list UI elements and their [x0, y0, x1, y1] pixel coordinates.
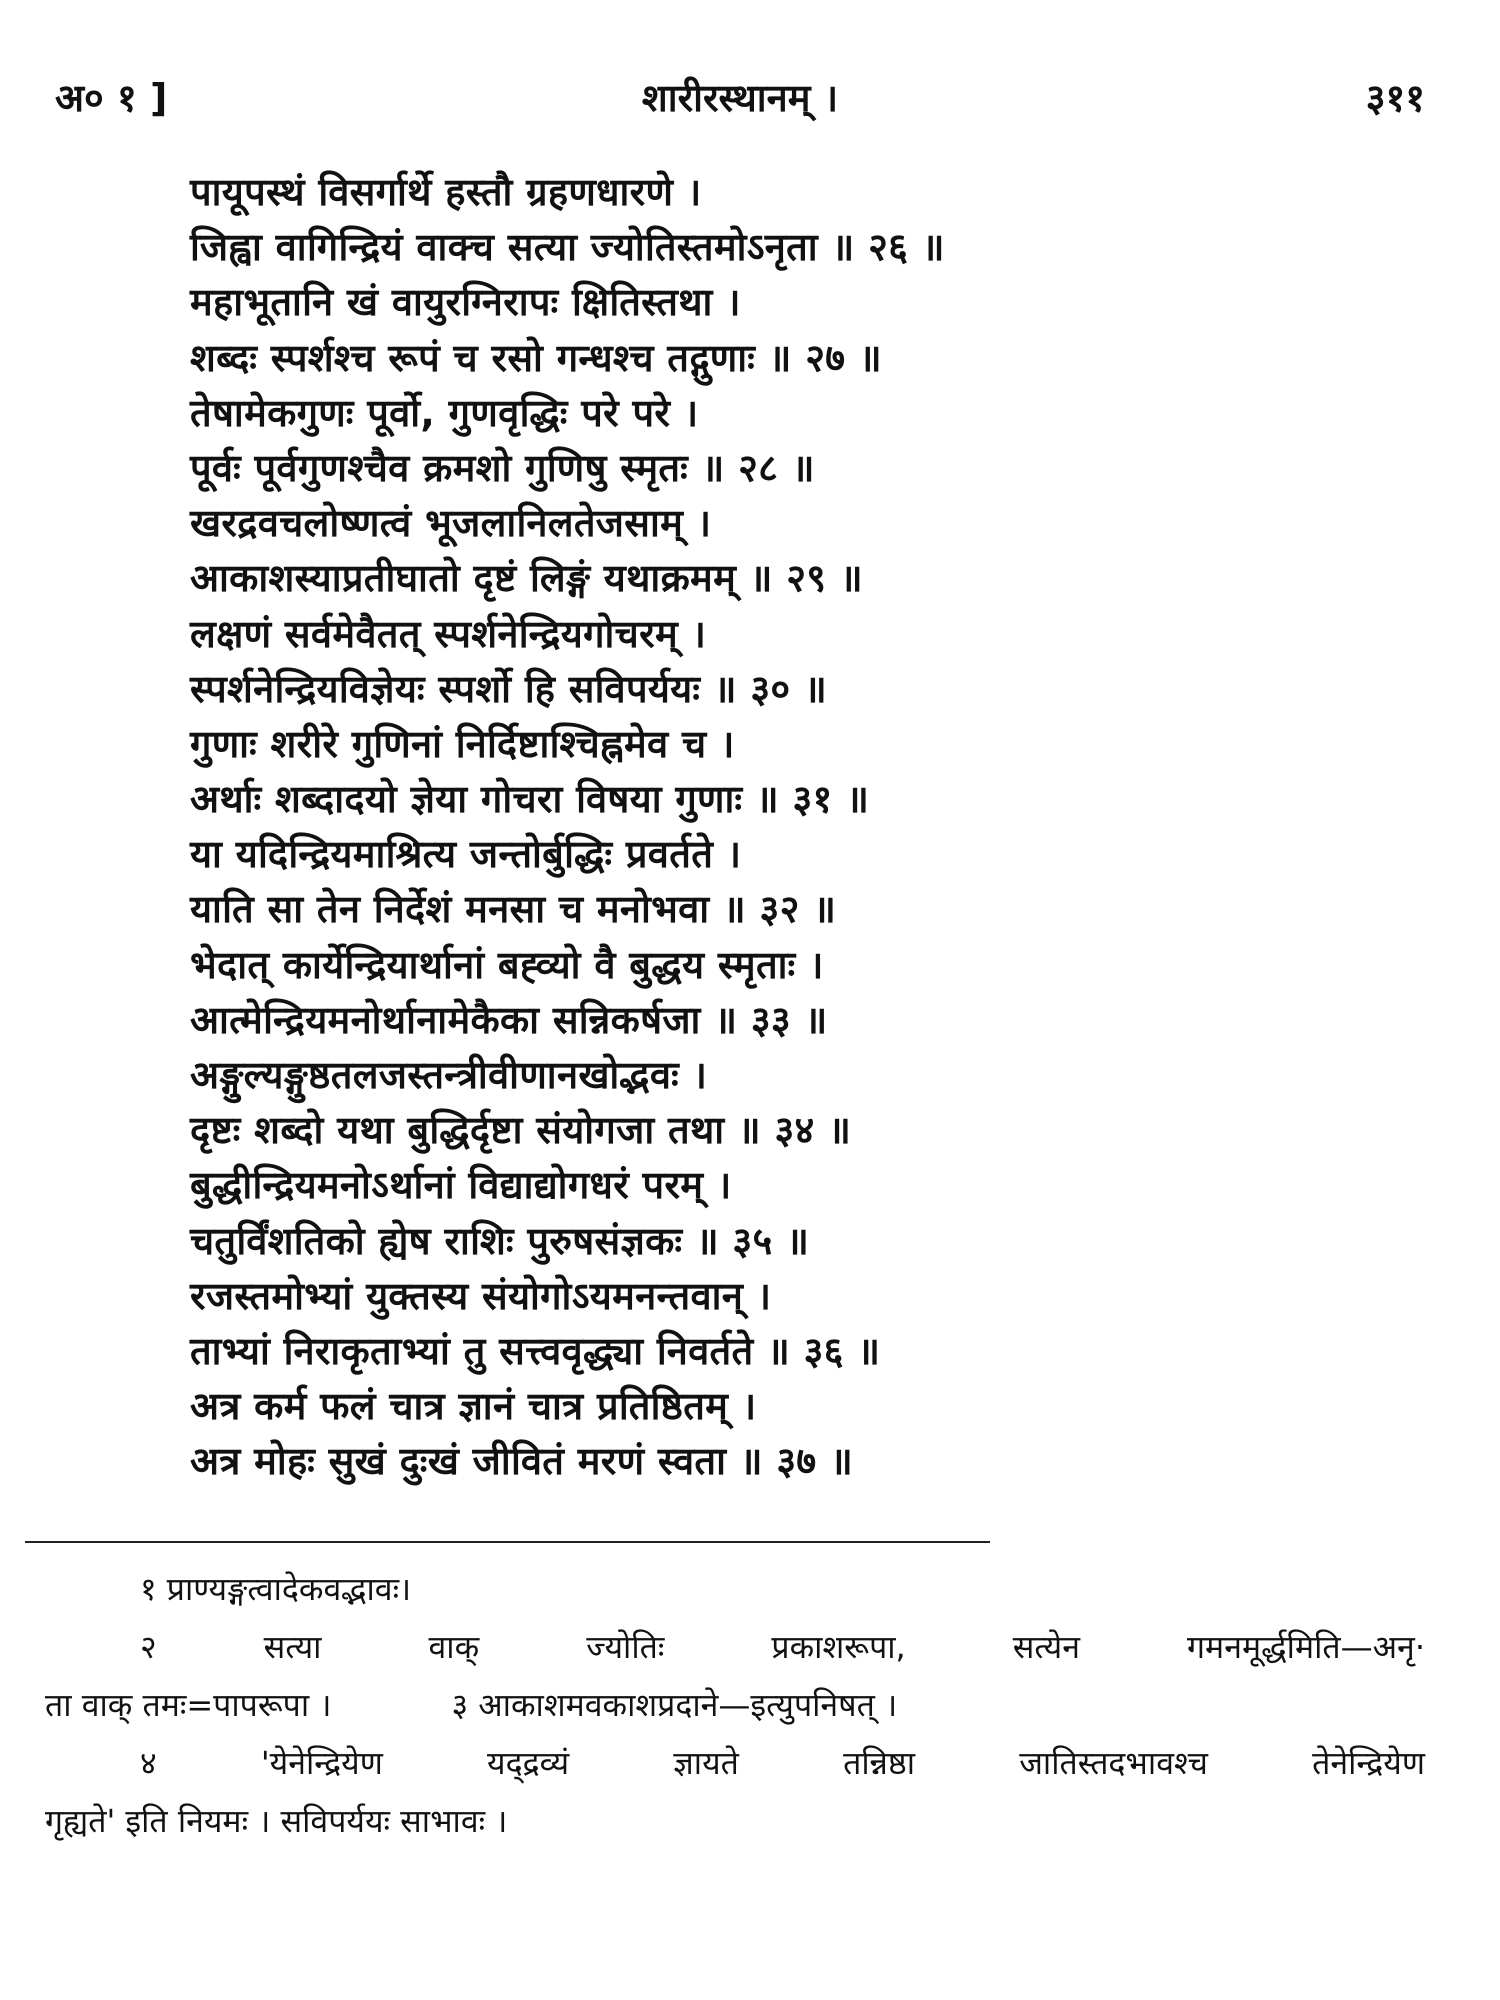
- verse-line: दृष्टः शब्दो यथा बुद्धिर्दृष्टा संयोगजा तथा ॥ ३४ ॥: [190, 1108, 852, 1153]
- footnote-3: ३ आकाशमवकाशप्रदाने—इत्युपनिषत् ।: [451, 1686, 898, 1724]
- verse-line: अर्थाः शब्दादयो ज्ञेया गोचरा विषया गुणाः ॥ ३१ ॥: [190, 777, 870, 822]
- verse-line: ताभ्यां निराकृताभ्यां तु सत्त्ववृद्ध्या निवर्तते ॥ ३६ ॥: [190, 1328, 881, 1373]
- running-header: [55, 68, 1425, 128]
- verse-line: तेषामेकगुणः पूर्वो, गुणवृद्धिः परे परे ।: [190, 390, 699, 435]
- footnote-4-line-2: गृह्यते' इति नियमः । सविपर्ययः साभावः ।: [45, 1802, 508, 1840]
- footnote-4-line-1: ४ 'येनेन्द्रियेण यद्द्रव्यं ज्ञायते तन्निष्ठा जातिस्तदभावश्च तेनेन्द्रियेण: [140, 1744, 1425, 1782]
- verse-line: महाभूतानि खं वायुरग्निरापः क्षितिस्तथा ।: [190, 280, 741, 325]
- verse-line: अङ्गुल्यङ्गुष्ठतलजस्तन्त्रीवीणानखोद्भवः ।: [190, 1053, 708, 1097]
- verse-line: चतुर्विंशतिको ह्येष राशिः पुरुषसंज्ञकः ॥ ३५ ॥: [190, 1218, 810, 1263]
- verse-line: रजस्तमोभ्यां युक्तस्य संयोगोऽयमनन्तवान् ।: [190, 1273, 772, 1318]
- verse-line: पूर्वः पूर्वगुणश्चैव क्रमशो गुणिषु स्मृतः ॥ २८ ॥: [190, 445, 815, 490]
- footnote-1: १ प्राण्यङ्गत्वादेकवद्भावः।: [140, 1570, 412, 1608]
- verse-line: पायूपस्थं विसर्गार्थे हस्तौ ग्रहणधारणे ।: [190, 170, 702, 214]
- footnote-2-continuation: ता वाक् तमः=पापरूपा ।: [45, 1686, 332, 1724]
- verse-block: [190, 165, 1390, 1490]
- footnote-divider: [25, 1541, 990, 1543]
- verse-line: खरद्रवचलोष्णत्वं भूजलानिलतेजसाम् ।: [190, 501, 712, 546]
- verse-line: शब्दः स्पर्शश्च रूपं च रसो गन्धश्च तद्गुणाः ॥ २७ ॥: [190, 335, 882, 380]
- page-number: ३११: [1365, 76, 1425, 120]
- verse-line: जिह्वा वागिन्द्रियं वाक्च सत्या ज्योतिस्तमोऽनृता ॥ २६ ॥: [190, 225, 945, 270]
- section-title: शारीरस्थानम् ।: [641, 76, 839, 120]
- verse-line: गुणाः शरीरे गुणिनां निर्दिष्टाश्चिह्नमेव च ।: [190, 721, 735, 766]
- footnote-2-line-1: २ सत्या वाक् ज्योतिः प्रकाशरूपा, सत्येन गमनमूर्द्धमिति—अनृ·: [140, 1628, 1425, 1666]
- verse-line: बुद्धीन्द्रियमनोऽर्थानां विद्याद्योगधरं परम् ।: [190, 1163, 732, 1208]
- verse-line: लक्षणं सर्वमेवैतत् स्पर्शनेन्द्रियगोचरम् ।: [190, 611, 707, 656]
- verse-line: अत्र मोहः सुखं दुःखं जीवितं मरणं स्वता ॥ ३७ ॥: [190, 1439, 854, 1484]
- verse-line: भेदात् कार्येन्द्रियार्थानां बह्व्यो वै बुद्धय स्मृताः ।: [190, 942, 824, 987]
- chapter-marker: अ० १ ]: [55, 76, 168, 120]
- verse-line: स्पर्शनेन्द्रियविज्ञेयः स्पर्शो हि सविपर्ययः ॥ ३० ॥: [190, 666, 828, 711]
- verse-line: आकाशस्याप्रतीघातो दृष्टं लिङ्गं यथाक्रमम् ॥ २९ ॥: [190, 556, 863, 601]
- verse-line: आत्मेन्द्रियमनोर्थानामेकैका सन्निकर्षजा ॥ ३३ ॥: [190, 997, 828, 1042]
- verse-line: या यदिन्द्रियमाश्रित्य जन्तोर्बुद्धिः प्रवर्तते ।: [190, 832, 742, 877]
- verse-line: अत्र कर्म फलं चात्र ज्ञानं चात्र प्रतिष्ठितम् ।: [190, 1384, 757, 1429]
- footnotes: [45, 1560, 1425, 1850]
- footnote-2-line-2: [45, 1676, 1425, 1734]
- verse-line: याति सा तेन निर्देशं मनसा च मनोभवा ॥ ३२ ॥: [190, 887, 837, 932]
